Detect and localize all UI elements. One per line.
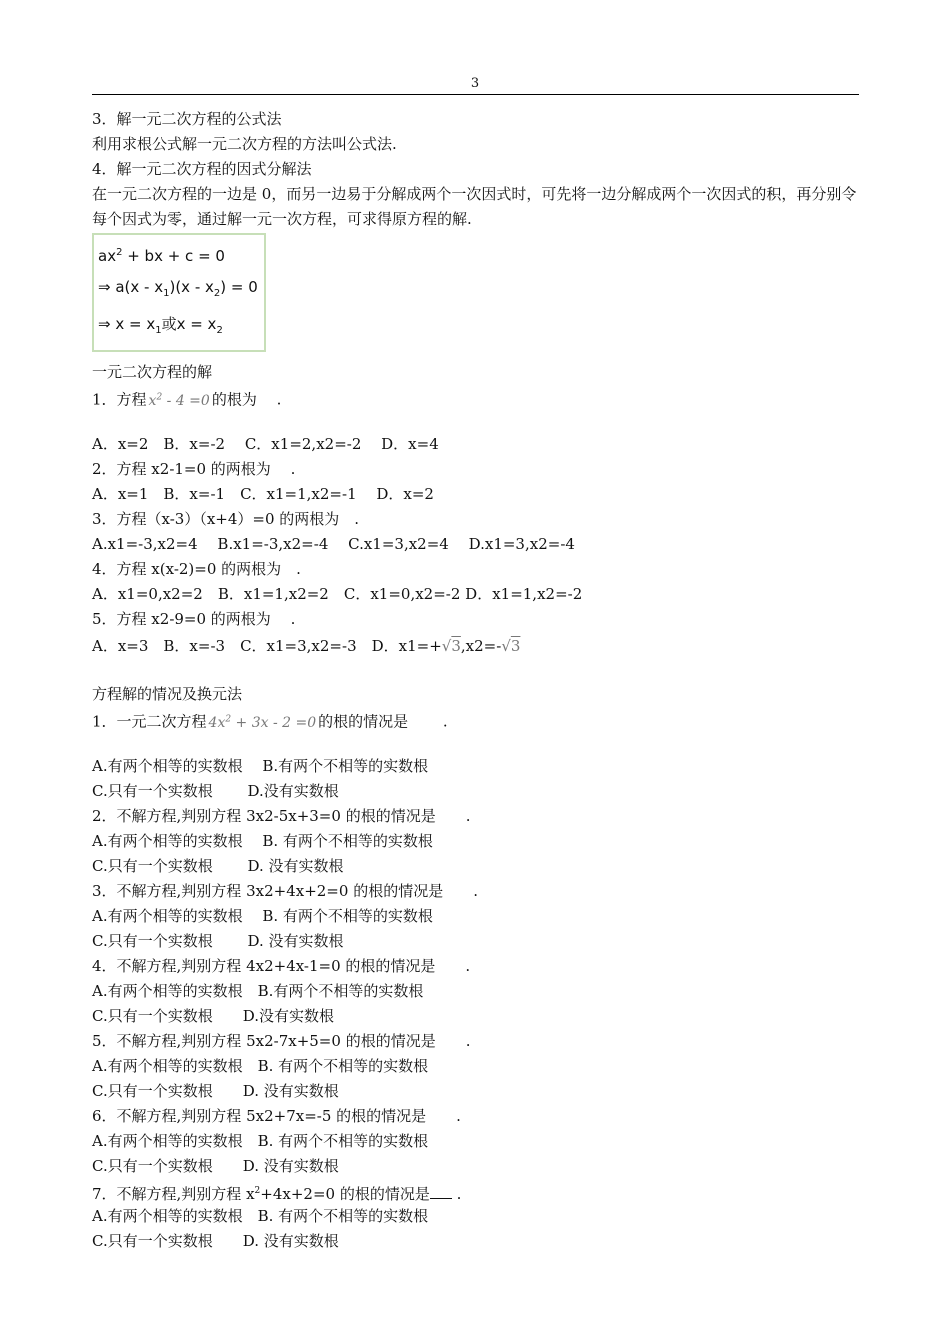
- question-4-options-cd: C.只有一个实数根 D.没有实数根: [92, 1007, 334, 1025]
- question-1: 1．方程 $x^2 - 4 =0$ 的根为 .: [92, 390, 282, 409]
- paragraph-formula-method: 利用求根公式解一元二次方程的方法叫公式法.: [92, 135, 397, 153]
- question-3: 3．不解方程,判别方程 3x2+4x+2=0 的根的情况是 .: [92, 882, 478, 900]
- question-4-options-ab: A.有两个相等的实数根 B.有两个不相等的实数根: [92, 982, 424, 1000]
- question-3-options-ab: A.有两个相等的实数根 B. 有两个不相等的实数根: [92, 907, 433, 925]
- document-body: [92, 107, 862, 1254]
- question-3-options: A.x1=-3,x2=4 B.x1=-3,x2=-4 C.x1=3,x2=4 D.x1=3,x2=-4: [92, 535, 575, 553]
- question-1: 1．一元二次方程 $4x^2 + 3x - 2 =0$ 的根的情况是 .: [92, 712, 448, 731]
- question-5-options-cd: C.只有一个实数根 D. 没有实数根: [92, 1082, 339, 1100]
- question-1-options-cd: C.只有一个实数根 D.没有实数根: [92, 782, 339, 800]
- paragraph-factorization-method: 在一元二次方程的一边是 0，而另一边易于分解成两个一次因式时，可先将一边分解成两个一次因式的积，再分别令每个因式为零，通过解一元一次方程，可求得原方程的解.: [92, 185, 857, 228]
- question-6: 6．不解方程,判别方程 5x2+7x=-5 的根的情况是 .: [92, 1107, 461, 1125]
- question-4: 4．方程 x(x-2)=0 的两根为 .: [92, 560, 301, 578]
- page-number: 3: [470, 76, 480, 91]
- question-2-options: A．x=1 B．x=-1 C．x1=1,x2=-1 D．x=2: [92, 485, 434, 503]
- question-7: 7．不解方程,判别方程 $x^2+4x+2=0$ 的根的情况是 .: [92, 1185, 462, 1203]
- question-2: 2．方程 x2-1=0 的两根为 .: [92, 460, 296, 478]
- heading-factorization-method: 4．解一元二次方程的因式分解法: [92, 160, 312, 178]
- question-4-options: A．x1=0,x2=2 B．x1=1,x2=2 C．x1=0,x2=-2 D．x1=1,x2=-2: [92, 585, 583, 603]
- sqrt-symbol: √3: [501, 637, 521, 655]
- question-1-options: A．x=2 B．x=-2 C．x1=2,x2=-2 D．x=4: [92, 435, 439, 453]
- question-5-options-ab: A.有两个相等的实数根 B. 有两个不相等的实数根: [92, 1057, 429, 1075]
- question-5: 5．方程 x2-9=0 的两根为 .: [92, 610, 296, 628]
- question-5-options: A．x=3 B．x=-3 C．x1=3,x2=-3 D．x1=+√3,x2=-√3: [92, 637, 521, 655]
- question-7-options-ab: A.有两个相等的实数根 B. 有两个不相等的实数根: [92, 1207, 429, 1225]
- equation-image: $x^2 - 4 =0$: [148, 392, 210, 409]
- question-7-options-cd: C.只有一个实数根 D. 没有实数根: [92, 1232, 339, 1250]
- formula-line-3: ⇒ $x = x_1$或$x = x_2$: [98, 315, 223, 336]
- sqrt-symbol: √3: [441, 637, 461, 655]
- question-2-options-cd: C.只有一个实数根 D. 没有实数根: [92, 857, 344, 875]
- section-title-solutions: 一元二次方程的解: [92, 363, 213, 381]
- factorization-formula-box: [92, 233, 266, 352]
- equation-image: $4x^2 + 3x - 2 =0$: [208, 714, 317, 731]
- question-2: 2．不解方程,判别方程 3x2-5x+3=0 的根的情况是 .: [92, 807, 471, 825]
- question-3: 3．方程（x-3）（x+4）=0 的两根为 .: [92, 510, 360, 528]
- question-6-options-cd: C.只有一个实数根 D. 没有实数根: [92, 1157, 339, 1175]
- question-4: 4．不解方程,判别方程 4x2+4x-1=0 的根的情况是 .: [92, 957, 471, 975]
- formula-line-1: $ax^2$ + bx + c = 0: [98, 247, 225, 265]
- question-6-options-ab: A.有两个相等的实数根 B. 有两个不相等的实数根: [92, 1132, 429, 1150]
- section-title-root-cases: 方程解的情况及换元法: [92, 685, 243, 703]
- question-3-options-cd: C.只有一个实数根 D. 没有实数根: [92, 932, 344, 950]
- formula-line-2: ⇒ $a(x - x_1)(x - x_2) = 0$: [98, 278, 258, 299]
- question-2-options-ab: A.有两个相等的实数根 B. 有两个不相等的实数根: [92, 832, 433, 850]
- question-5: 5．不解方程,判别方程 5x2-7x+5=0 的根的情况是 .: [92, 1032, 471, 1050]
- question-1-options-ab: A.有两个相等的实数根 B.有两个不相等的实数根: [92, 757, 429, 775]
- header-rule: [92, 94, 859, 95]
- answer-blank[interactable]: [430, 1184, 452, 1199]
- heading-formula-method: 3．解一元二次方程的公式法: [92, 110, 282, 128]
